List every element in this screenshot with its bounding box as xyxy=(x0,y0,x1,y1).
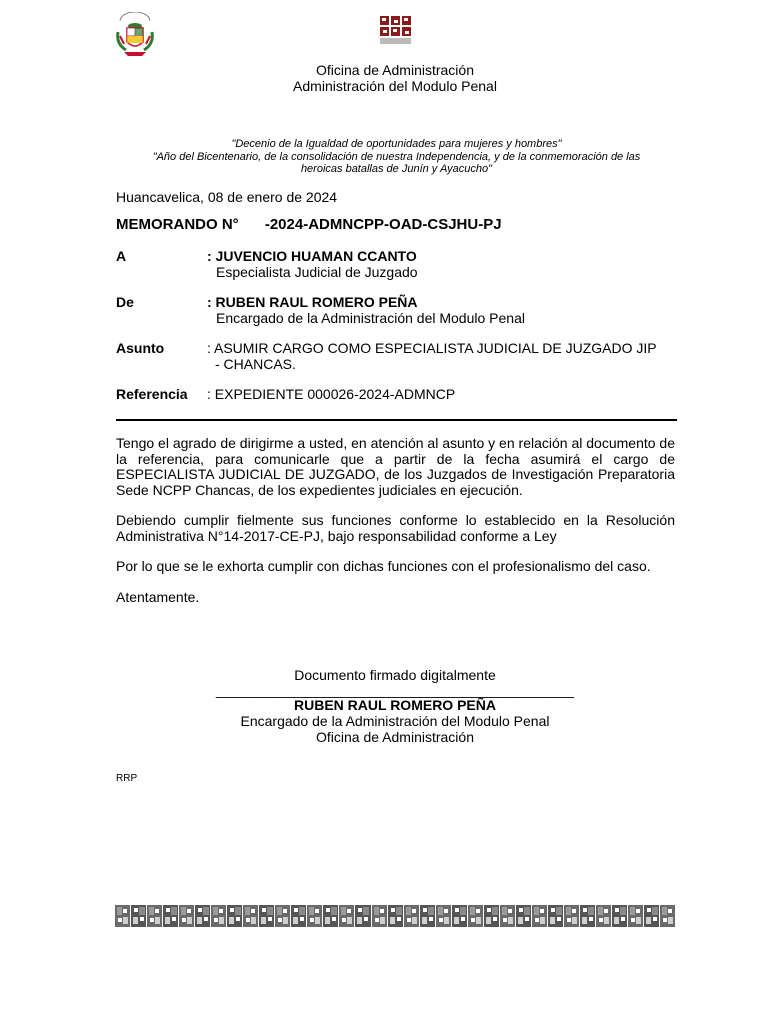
subject-value xyxy=(207,340,657,372)
footer-pattern-band xyxy=(115,905,676,927)
subject-label: Asunto xyxy=(116,340,165,356)
office-line-1: Oficina de Administración xyxy=(316,62,474,78)
memo-number: -2024-ADMNCPP-OAD-CSJHU-PJ xyxy=(264,216,502,233)
signer-role: Encargado de la Administración del Modulo Penal xyxy=(240,713,550,729)
office-header xyxy=(195,62,595,94)
memo-number-line xyxy=(116,216,502,233)
quote-line-1: "Decenio de la Igualdad de oportunidades para mujeres y hombres" xyxy=(231,138,562,150)
closing-text: Atentamente. xyxy=(116,589,200,605)
header-divider xyxy=(116,419,677,421)
quote-line-3: heroicas batallas de Junín y Ayacucho" xyxy=(300,163,493,175)
signature-block xyxy=(195,667,595,745)
from-name: : RUBEN RAUL ROMERO PEÑA xyxy=(207,294,418,310)
reference-value: : EXPEDIENTE 000026-2024-ADMNCP xyxy=(207,386,456,402)
from-role: Encargado de la Administración del Modulo Penal xyxy=(216,310,525,326)
date-line: Huancavelica, 08 de enero de 2024 xyxy=(116,189,338,205)
poder-judicial-logo xyxy=(366,14,426,60)
signer-office: Oficina de Administración xyxy=(316,729,474,745)
subject-line-2: - CHANCAS. xyxy=(215,356,296,372)
signer-name: RUBEN RAUL ROMERO PEÑA xyxy=(294,697,496,713)
commemorative-quotes xyxy=(116,138,677,176)
from-value xyxy=(207,294,525,326)
digital-signature-note: Documento firmado digitalmente xyxy=(294,667,496,683)
to-role: Especialista Judicial de Juzgado xyxy=(216,264,418,280)
initials: RRP xyxy=(116,773,138,784)
quote-line-2: "Año del Bicentenario, de la consolidación de nuestra Independencia, y de la conmemoración de las xyxy=(152,150,641,163)
coat-of-arms-logo xyxy=(114,12,156,58)
reference-label: Referencia xyxy=(116,386,188,402)
office-line-2: Administración del Modulo Penal xyxy=(293,78,497,94)
from-label: De xyxy=(116,294,134,310)
body-paragraph-2: Debiendo cumplir fielmente sus funciones conforme lo establecido en la Resolución Administrativa N°14-2017-CE-PJ, bajo responsabilidad conforme a Ley xyxy=(116,512,675,544)
to-label: A xyxy=(116,248,127,264)
to-name: : JUVENCIO HUAMAN CCANTO xyxy=(207,248,417,264)
body-paragraph-1: Tengo el agrado de dirigirme a usted, en atención al asunto y en relación al documento de la referencia, para comunicarle que a partir de la fecha asumirá el cargo de ESPECIALISTA JUDICIAL DE JUZGADO, de los Juzgados de Investigación Preparatoria Sede NCPP Chancas, de los expedientes judiciales en ejecución. xyxy=(116,435,675,498)
body-paragraph-3: Por lo que se le exhorta cumplir con dichas funciones con el profesionalismo del caso. xyxy=(116,558,651,574)
to-value xyxy=(207,248,418,280)
subject-line-1: : ASUMIR CARGO COMO ESPECIALISTA JUDICIAL DE JUZGADO JIP xyxy=(207,340,657,356)
memo-label: MEMORANDO N° xyxy=(116,216,239,233)
signature-line: ______________________________________________ xyxy=(215,682,575,698)
